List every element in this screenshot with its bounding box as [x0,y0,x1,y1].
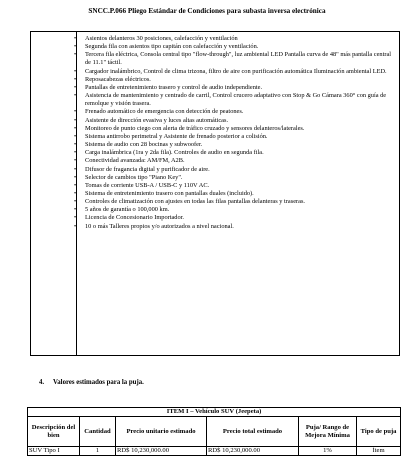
list-item-text: Frenado automático de emergencia con detección de peatones. [85,108,244,116]
list-item-text: Licencia de Concesionario Importador. [85,214,184,222]
bullet-icon: • [74,190,77,197]
bullet-icon: • [74,207,77,214]
bullet-icon: • [74,182,77,189]
col-header-quantity: Cantidad [80,417,116,447]
cell-bid-range: 1% [299,447,357,456]
bullet-icon: • [74,199,77,206]
list-item-text: Sistema de audio con 28 bocinas y subwoofer. [85,141,203,149]
list-item [74,141,394,149]
list-item-text: Cargador inalámbrico, Control de clima trizona, filtro de aire con purificación automática Iluminación ambiental LED. [85,67,387,75]
list-item [74,117,394,125]
col-header-bid-range: Puja/ Rango de Mejora Mínima [299,417,357,447]
list-item-text: Selector de cambios tipo "Piano Key". [85,173,183,181]
list-item [74,92,394,108]
bullet-icon: • [74,142,77,149]
bullet-icon: • [74,52,77,59]
list-item-text: Segunda fila con asientos tipo capitán con calefacción y ventilación. [85,43,259,51]
list-item-text: Sistema antirrobo perimetral y Asistente de frenado posterior a colisión. [85,132,268,140]
list-item [74,76,394,84]
bullet-icon: • [74,117,77,124]
bullet-icon: • [74,133,77,140]
list-item [74,43,394,51]
spec-table-left-column [31,32,77,355]
list-item-text: Pantallas de entretenimiento trasero y control de audio independiente. [85,83,263,91]
bullet-icon: • [74,84,77,91]
list-item-text: Asistente de dirección evasiva y luces altas automáticas. [85,116,229,124]
price-table [27,407,401,456]
bullet-icon: • [74,174,77,181]
document-header-title: SNCC.P.066 Pliego Estándar de Condiciones para subasta inversa electrónica [88,7,326,15]
list-item-text: Reposacabezas eléctricos. [85,75,151,83]
list-item [74,182,394,190]
bullet-icon: • [74,93,77,100]
list-item [74,133,394,141]
bullet-icon: • [74,68,77,75]
list-item-text: Monitoreo de punto ciego con alerta de tráfico cruzado y sensores delanteros/laterales. [85,124,305,132]
bullet-icon: • [74,125,77,132]
section-heading [39,379,144,386]
list-item [74,149,394,157]
col-header-bid-type: Tipo de puja [357,417,401,447]
list-item [74,108,394,116]
bullet-icon: • [74,166,77,173]
list-item-text: Conectividad avanzada: AM/FM, A2B. [85,157,185,165]
bullet-icon: • [74,76,77,83]
list-item [74,166,394,174]
list-item-text: Controles de climatización con ajustes en todas las filas pantallas delanteras y traseras. [85,198,306,206]
list-item [74,214,394,222]
list-item [74,157,394,165]
list-item [74,125,394,133]
bullet-icon: • [74,36,77,42]
col-header-unit-price: Precio unitario estimado [116,417,207,447]
col-header-description: Descripción del bien [28,417,80,447]
cell-description: SUV Tipo I [28,447,80,456]
bullet-icon: • [74,158,77,165]
bullet-icon: • [74,109,77,116]
spec-list [74,35,394,231]
bullet-icon: • [74,215,77,222]
bullet-icon: • [74,44,77,51]
list-item [74,174,394,182]
list-item [74,68,394,76]
list-item-text: Asistencia de mantenimiento y centrado de carril, Control crucero adaptativo con Stop & Go Cámara 360° con guía de remolque y visión trasera. [85,92,387,108]
section-number: 4. [39,379,45,386]
list-item-text: Difusor de fragancia digital y purificador de aire. [85,165,210,173]
list-item [74,198,394,206]
table-group-title: ITEM I – Vehículo SUV (Jeepeta) [28,408,401,417]
list-item [74,35,394,43]
list-item-text: Sistema de entretenimiento trasero con pantallas duales (incluido). [85,189,254,197]
bullet-icon: • [74,223,77,230]
col-header-total-price: Precio total estimado [207,417,299,447]
cell-total-price: RD$ 10,230,000.00 [207,447,299,456]
cell-quantity: 1 [80,447,116,456]
cell-unit-price: RD$ 10,230,000.00 [116,447,207,456]
cell-bid-type: Ítem [357,447,401,456]
list-item-text: Tomas de corriente USB-A / USB-C y 110V AC. [85,181,210,189]
list-item-text: Asientos delanteros 30 posiciones, calefacción y ventilación [85,35,238,42]
list-item-text: 10 o más Talleres propios y/o autorizados a nivel nacional. [85,222,234,230]
list-item-text: 5 años de garantía o 100,000 km. [85,206,170,214]
list-item-text: Tercera fila eléctrica, Consola central tipo "flow-through", luz ambiental LED Pantalla curva de 48" más pantalla central de 11.1" táctil. [85,51,392,67]
list-item-text: Carga inalámbrica (1ra y 2da fila). Controles de audio en segunda fila. [85,149,264,157]
bullet-icon: • [74,150,77,157]
list-item [74,51,394,67]
list-item [74,223,394,231]
table-row [28,447,401,456]
list-item [74,206,394,214]
list-item [74,190,394,198]
section-title: Valores estimados para la puja. [53,379,144,386]
list-item [74,84,394,92]
